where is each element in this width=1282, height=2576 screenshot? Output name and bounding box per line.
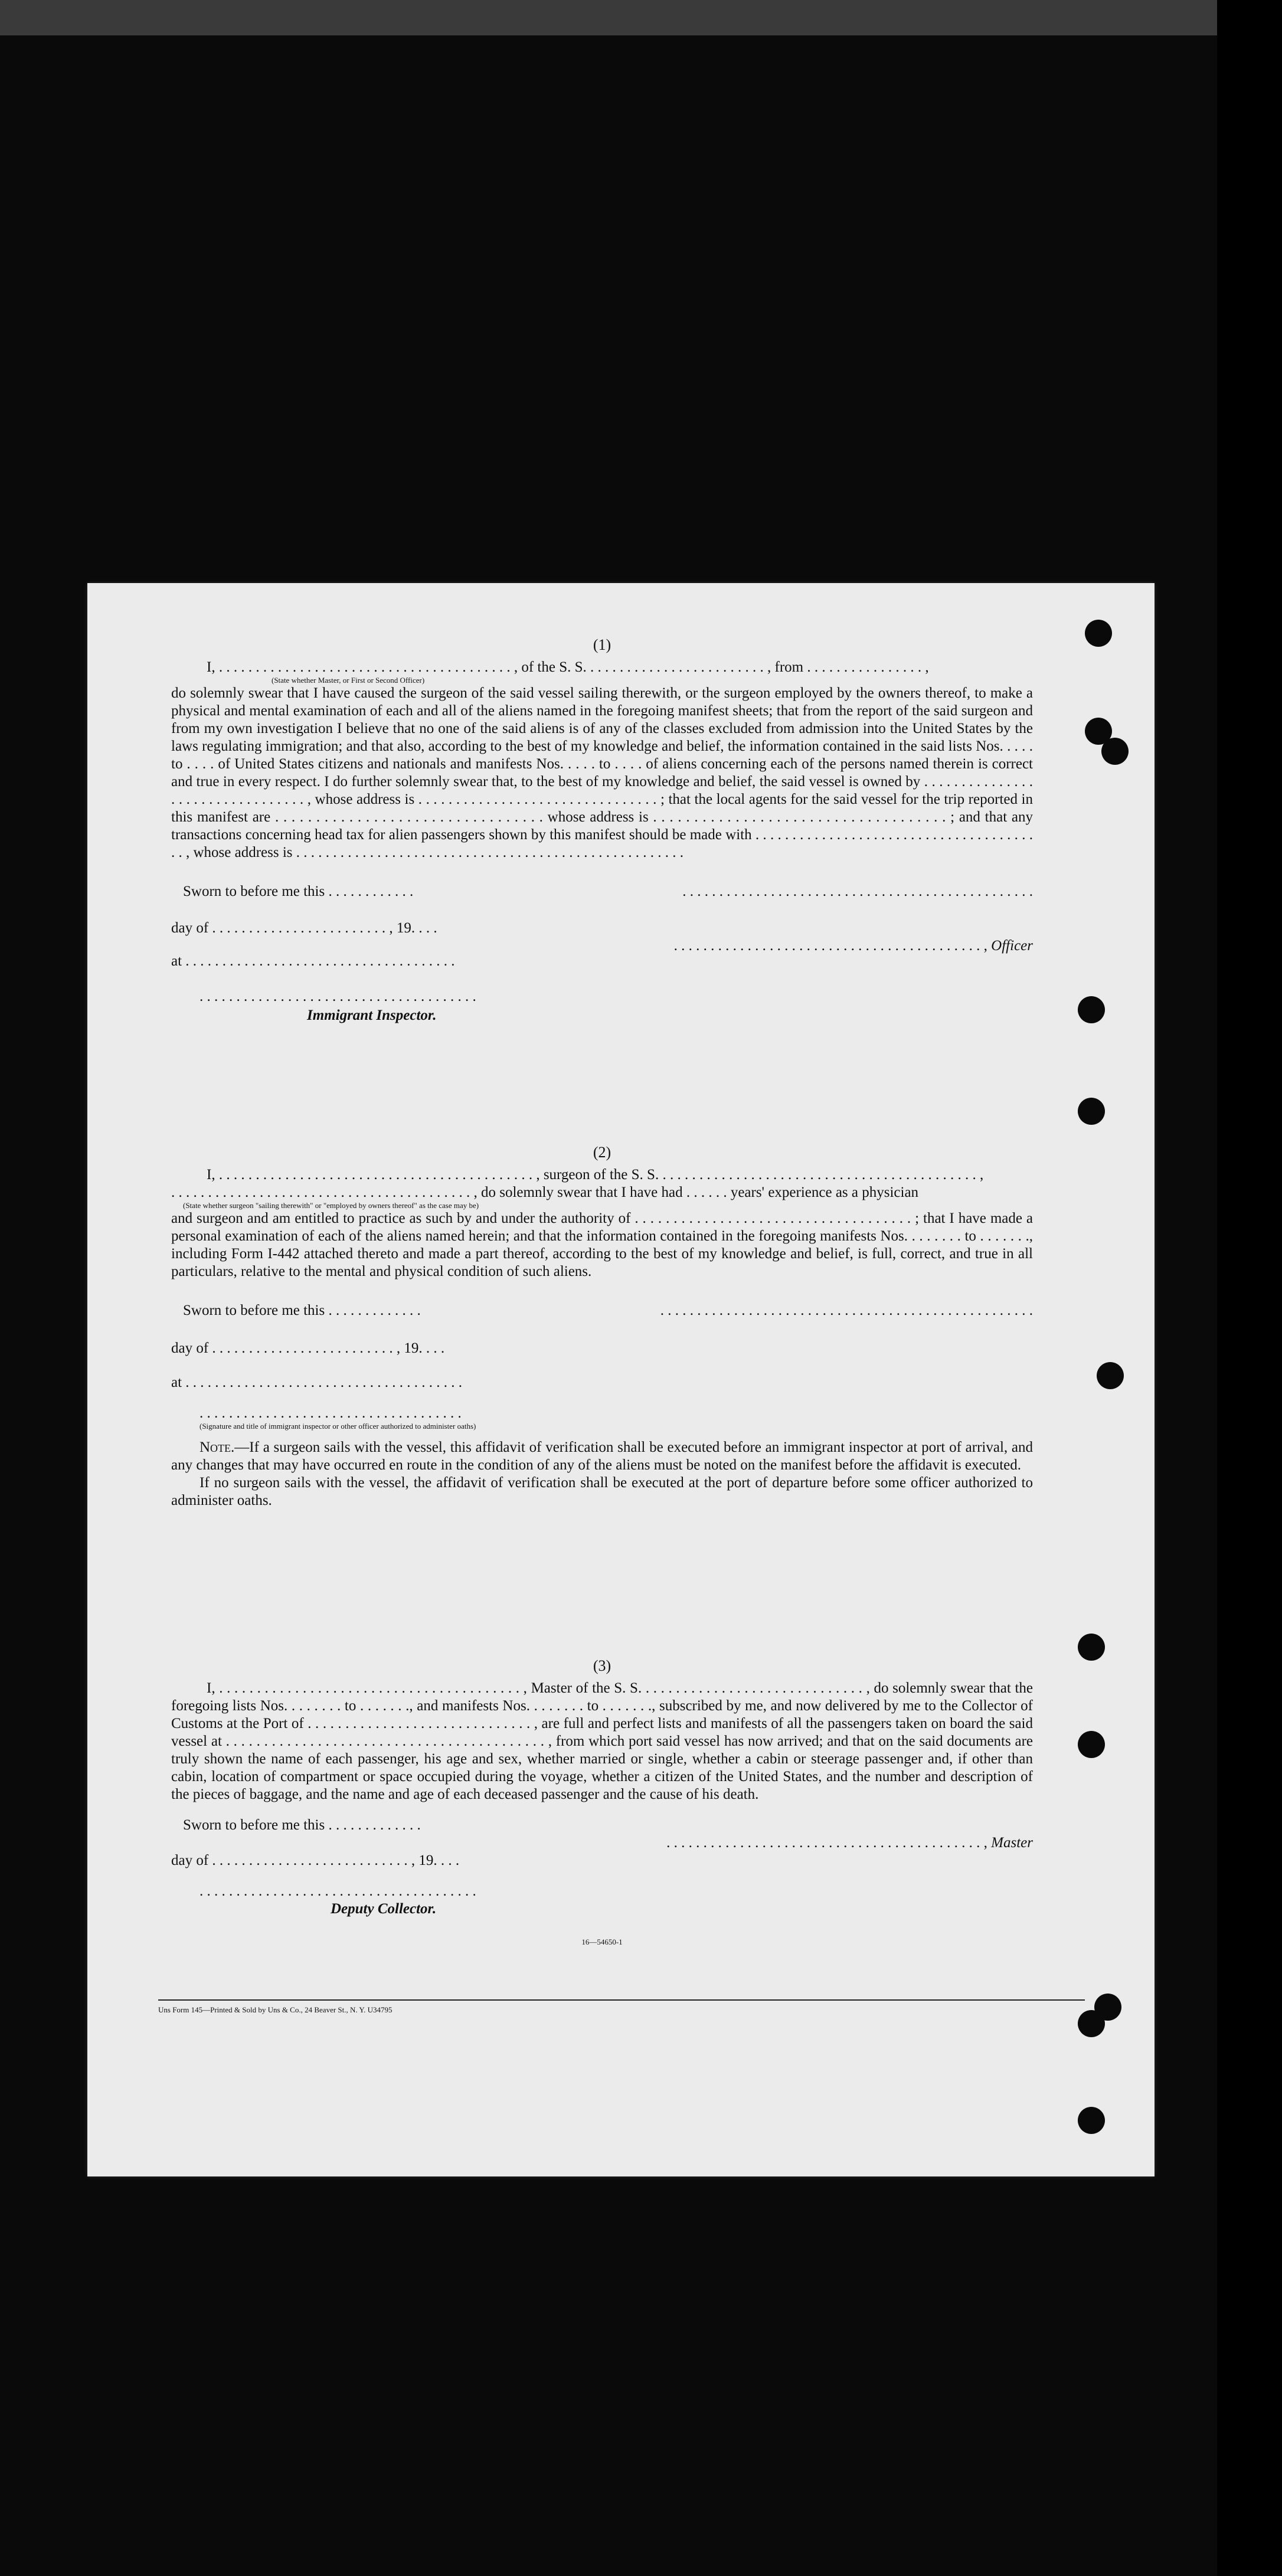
oath-body: do solemnly swear that I have caused the surgeon of the said vessel sailing therewith, or the surgeon employed by the owners thereof, to make a physical and mental examination of each and all of the aliens named in the foregoing manifest sheets; that from the report of the said surgeon and from my own investigation I believe that no one of the said aliens is of any of the classes excluded from admission into the United States by the laws regulating immigration; and that also, according to the best of my knowledge and belief, the information contained in the said lists Nos. . . . . to . . . . of United States citizens and nationals and manifests Nos. . . . . to . . . . of aliens concerning each of the persons named therein is correct and true in every respect. I do further solemnly swear that, to the best of my knowledge and belief, the said vessel is owned by . . . . . . . . . . . . . . . . . . . . . . . . . . . . . . . . . , whose address is . . . . . . . . . . . . . . . . . . . . . . . . . . . . . . . . ; that the local agents for the said vessel for the trip reported in this manifest are . . . . . . . . . . . . . . . . . . . . . . . . . . . . . . . . . whose address is . . . . . . . . . . . . . . . . . . . . . . . . . . . . . . . . . . . . ; and that any transactions concerning head tax for alien passengers shown by this manifest should be made with . . . . . . . . . . . . . . . . . . . . . . . . . . . . . . . . . . . . . . . . , whose address is . . . . . . . . . . . . . . . . . . . . . . . . . . . . . . . . . . . . . . . . . . . . . . . . . . . . .	[171, 685, 1037, 860]
affidavit-master-lists	[171, 1657, 1037, 1951]
section-number: (3)	[593, 1657, 611, 1674]
scanner-right-edge	[1217, 0, 1282, 2576]
sworn-line: Sworn to before me this . . . . . . . . . . . . .	[183, 1302, 421, 1318]
sworn-line: Sworn to before me this . . . . . . . . . . . . .	[183, 1817, 421, 1833]
inspector-signature-line: . . . . . . . . . . . . . . . . . . . . . . . . . . . . . . . . . . . . . .	[200, 988, 476, 1004]
surgeon-signature-line: . . . . . . . . . . . . . . . . . . . . . . . . . . . . . . . . . . . . . . . . . . . . . . . . . . .	[660, 1302, 1033, 1318]
affidavit-surgeon	[171, 1144, 1037, 1510]
surgeon-opening-line: I, . . . . . . . . . . . . . . . . . . . . . . . . . . . . . . . . . . . . . . . . . . . , surgeon of the S. S. . . . . . . . . . . . . . . . . . . . . . . . . . . . . . . . . . . . . . . . . . . . ,	[207, 1167, 984, 1183]
master-oath-body: I, . . . . . . . . . . . . . . . . . . . . . . . . . . . . . . . . . . . . . . . . , Master of the S. S. . . . . . . . . . . . . . . . . . . . . . . . . . . . . . , do solemnly swear that the foregoing lists Nos. . . . . . . . to . . . . . . ., and manifests Nos. . . . . . . . to . . . . . . ., subscribed by me, and now delivered by me to the Collector of Customs at the Port of . . . . . . . . . . . . . . . . . . . . . . . . . . . . . . , are full and perfect lists and manifests of all the passengers taken on board the said vessel at . . . . . . . . . . . . . . . . . . . . . . . . . . . . . . . . . . . . . . . . . . , from which port said vessel has now arrived; and that on the said documents are truly shown the name of each passenger, his age and sex, whether married or single, whether a cabin or steerage passenger and, if other than cabin, location of compartment or space occupied during the voyage, whether a citizen of the United States, and the number and description of the pieces of baggage, and the name and age of each deceased passenger and the cause of his death.	[171, 1680, 1037, 1802]
surgeon-experience-line: . . . . . . . . . . . . . . . . . . . . . . . . . . . . . . . . . . . . . . . . . , do solemnly swear that I have had . . . . . . years' experience as a physician	[171, 1184, 919, 1200]
affidavit-master-officer	[171, 636, 1037, 1024]
field-caption: (State whether Master, or First or Second Officer)	[272, 676, 425, 685]
sworn-line: Sworn to before me this . . . . . . . . . . . .	[183, 883, 414, 899]
scanner-top-strip	[0, 0, 1282, 35]
field-caption: (State whether surgeon "sailing therewith" or "employed by owners thereof" as the case may be)	[183, 1201, 479, 1210]
footer-rule	[158, 1999, 1085, 2001]
note-label: Note.	[200, 1439, 235, 1455]
section-number: (2)	[593, 1144, 611, 1161]
day-line: day of . . . . . . . . . . . . . . . . . . . . . . . . . . . , 19. . . .	[171, 1852, 460, 1868]
signature-caption: (Signature and title of immigrant inspector or other officer authorized to administer oaths)	[200, 1422, 476, 1431]
at-line: at . . . . . . . . . . . . . . . . . . . . . . . . . . . . . . . . . . . . .	[171, 953, 455, 969]
at-line: at . . . . . . . . . . . . . . . . . . . . . . . . . . . . . . . . . . . . . .	[171, 1374, 463, 1390]
note-paragraph	[171, 1439, 1033, 1474]
manifest-affidavit-page	[87, 583, 1155, 2176]
punch-hole	[1078, 2107, 1105, 2134]
form-code: 16—54650-1	[581, 1937, 623, 1946]
day-line: day of . . . . . . . . . . . . . . . . . . . . . . . . , 19. . . .	[171, 920, 437, 936]
surgeon-oath-body: and surgeon and am entitled to practice as such by and under the authority of . . . . . . . . . . . . . . . . . . . . . . . . . . . . . . . . . . . . ; that I have made a personal examination of each of the aliens named herein; and that the information contained in the foregoing manifests Nos. . . . . . . . to . . . . . . ., including Form I-442 attached thereto and made a part thereof, according to the best of my knowledge and belief, is full, correct, and true in all particulars, relative to the mental and physical condition of such aliens.	[171, 1210, 1037, 1279]
punch-hole	[1097, 1362, 1124, 1389]
printer-footer: Uns Form 145—Printed & Sold by Uns & Co., 24 Beaver St., N. Y. U34795	[158, 2005, 393, 2014]
inspector-label: Immigrant Inspector.	[307, 1007, 437, 1023]
note-paragraph-2: If no surgeon sails with the vessel, the affidavit of verification shall be executed at the port of departure before some officer authorized to administer oaths.	[171, 1475, 1033, 1508]
signature-line: . . . . . . . . . . . . . . . . . . . . . . . . . . . . . . . . . . . . . . . . . . . . . . . .	[682, 883, 1033, 899]
section-number: (1)	[593, 636, 611, 653]
master-label: Master	[991, 1835, 1033, 1851]
punch-hole	[1085, 620, 1112, 647]
oath-opening-line: I, . . . . . . . . . . . . . . . . . . . . . . . . . . . . . . . . . . . . . . . . , of the S. S. . . . . . . . . . . . . . . . . . . . . . . . . , from . . . . . . . . . . . . . . . . ,	[207, 659, 929, 675]
collector-signature-line: . . . . . . . . . . . . . . . . . . . . . . . . . . . . . . . . . . . . . .	[200, 1883, 476, 1899]
master-signature-line: . . . . . . . . . . . . . . . . . . . . . . . . . . . . . . . . . . . . . . . . . . . ,	[666, 1835, 992, 1851]
officer-signature-line: . . . . . . . . . . . . . . . . . . . . . . . . . . . . . . . . . . . .	[200, 1405, 462, 1421]
punch-hole	[1078, 1098, 1105, 1125]
officer-label: Officer	[991, 938, 1033, 954]
punch-hole	[1078, 1731, 1105, 1758]
day-line: day of . . . . . . . . . . . . . . . . . . . . . . . . . , 19. . . .	[171, 1340, 445, 1356]
collector-label: Deputy Collector.	[331, 1901, 437, 1917]
officer-signature-line: . . . . . . . . . . . . . . . . . . . . . . . . . . . . . . . . . . . . . . . . . . ,	[673, 938, 992, 954]
note-text: —If a surgeon sails with the vessel, this affidavit of verification shall be executed before an immigrant inspector at port of arrival, and any changes that may have occurred en route in the condition of any of the aliens must be noted on the manifest before the affidavit is executed.	[171, 1439, 1033, 1473]
punch-hole	[1101, 738, 1129, 765]
punch-hole	[1078, 1634, 1105, 1661]
punch-hole	[1078, 996, 1105, 1023]
